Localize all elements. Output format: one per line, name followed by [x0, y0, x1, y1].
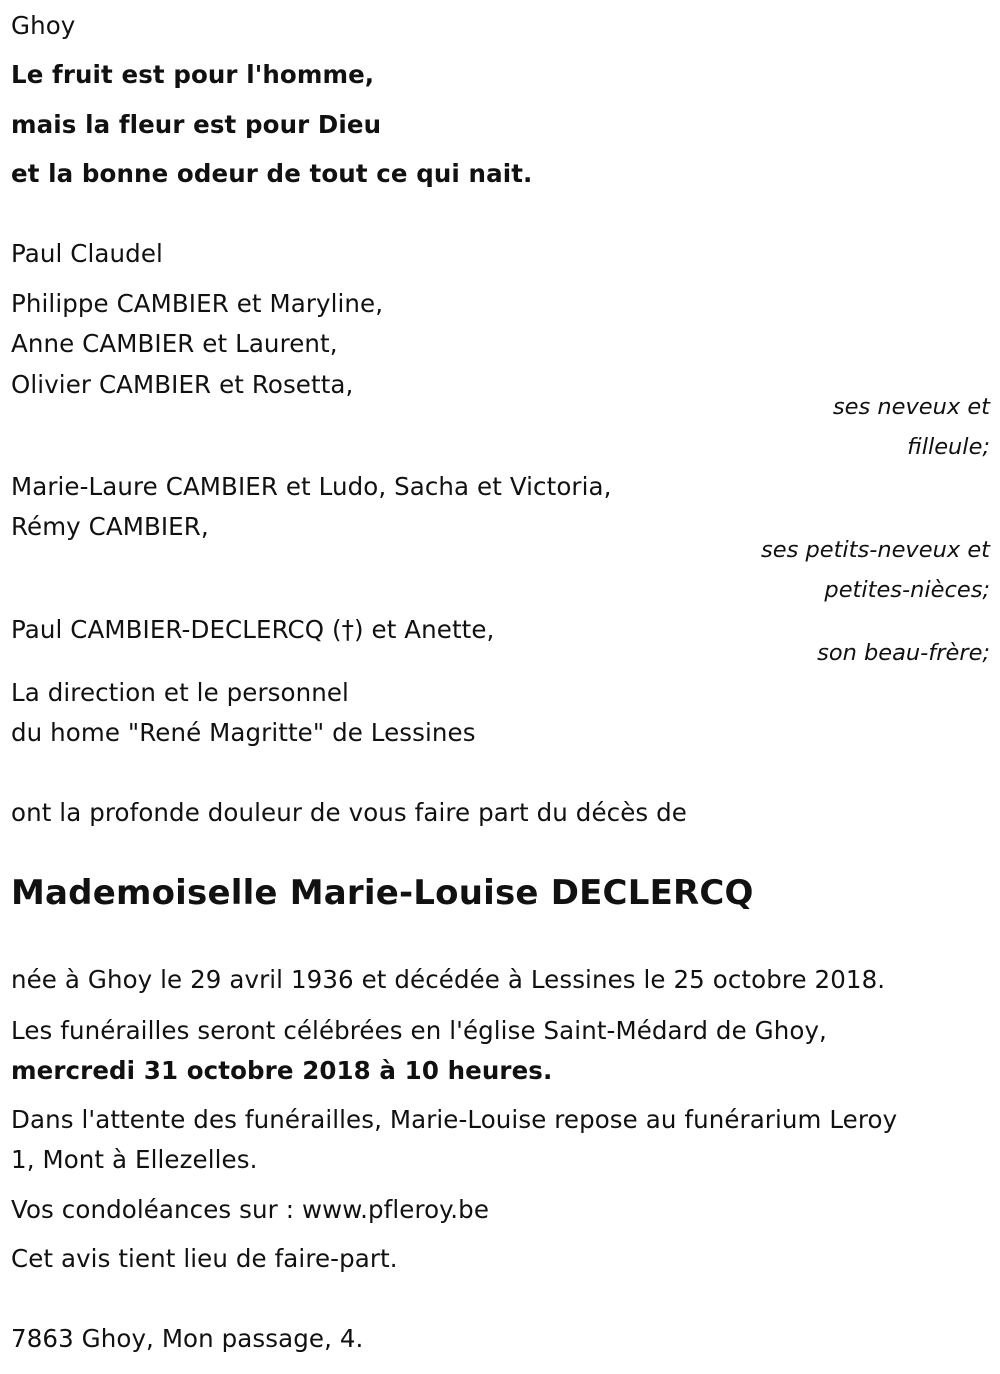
quote-line-2: mais la fleur est pour Dieu — [11, 110, 382, 139]
quote-line-1: Le fruit est pour l'homme, — [11, 60, 375, 89]
notice-text: Cet avis tient lieu de faire-part. — [11, 1244, 398, 1273]
family-address: 7863 Ghoy, Mon passage, 4. — [11, 1324, 364, 1353]
family-name: La direction et le personnel — [11, 678, 349, 707]
family-name: Rémy CAMBIER, — [11, 512, 209, 541]
quote-author: Paul Claudel — [11, 239, 163, 268]
funeral-date: mercredi 31 octobre 2018 à 10 heures. — [11, 1056, 553, 1085]
family-name: Olivier CAMBIER et Rosetta, — [11, 370, 354, 399]
relation-label: petites-nièces; — [824, 577, 990, 603]
family-name: Philippe CAMBIER et Maryline, — [11, 289, 384, 318]
funeral-text: Les funérailles seront célébrées en l'église Saint-Médard de Ghoy, — [11, 1016, 827, 1045]
relation-label: ses petits-neveux et — [761, 537, 990, 563]
quote-line-3: et la bonne odeur de tout ce qui nait. — [11, 159, 533, 188]
family-name: Paul CAMBIER-DECLERCQ (†) et Anette, — [11, 615, 495, 644]
location-heading: Ghoy — [11, 11, 76, 40]
announcement-text: ont la profonde douleur de vous faire part du décès de — [11, 798, 687, 827]
family-name: du home "René Magritte" de Lessines — [11, 718, 476, 747]
relation-label: son beau-frère; — [817, 640, 990, 666]
birth-death-text: née à Ghoy le 29 avril 1936 et décédée à Lessines le 25 octobre 2018. — [11, 965, 886, 994]
relation-label: filleule; — [907, 434, 990, 460]
relation-label: ses neveux et — [832, 394, 990, 420]
rest-text: Dans l'attente des funérailles, Marie-Louise repose au funérarium Leroy — [11, 1105, 898, 1134]
deceased-name: Mademoiselle Marie-Louise DECLERCQ — [11, 873, 754, 913]
condolences-text: Vos condoléances sur : www.pfleroy.be — [11, 1195, 489, 1224]
rest-address: 1, Mont à Ellezelles. — [11, 1145, 258, 1174]
family-name: Marie-Laure CAMBIER et Ludo, Sacha et Victoria, — [11, 472, 612, 501]
family-name: Anne CAMBIER et Laurent, — [11, 329, 338, 358]
